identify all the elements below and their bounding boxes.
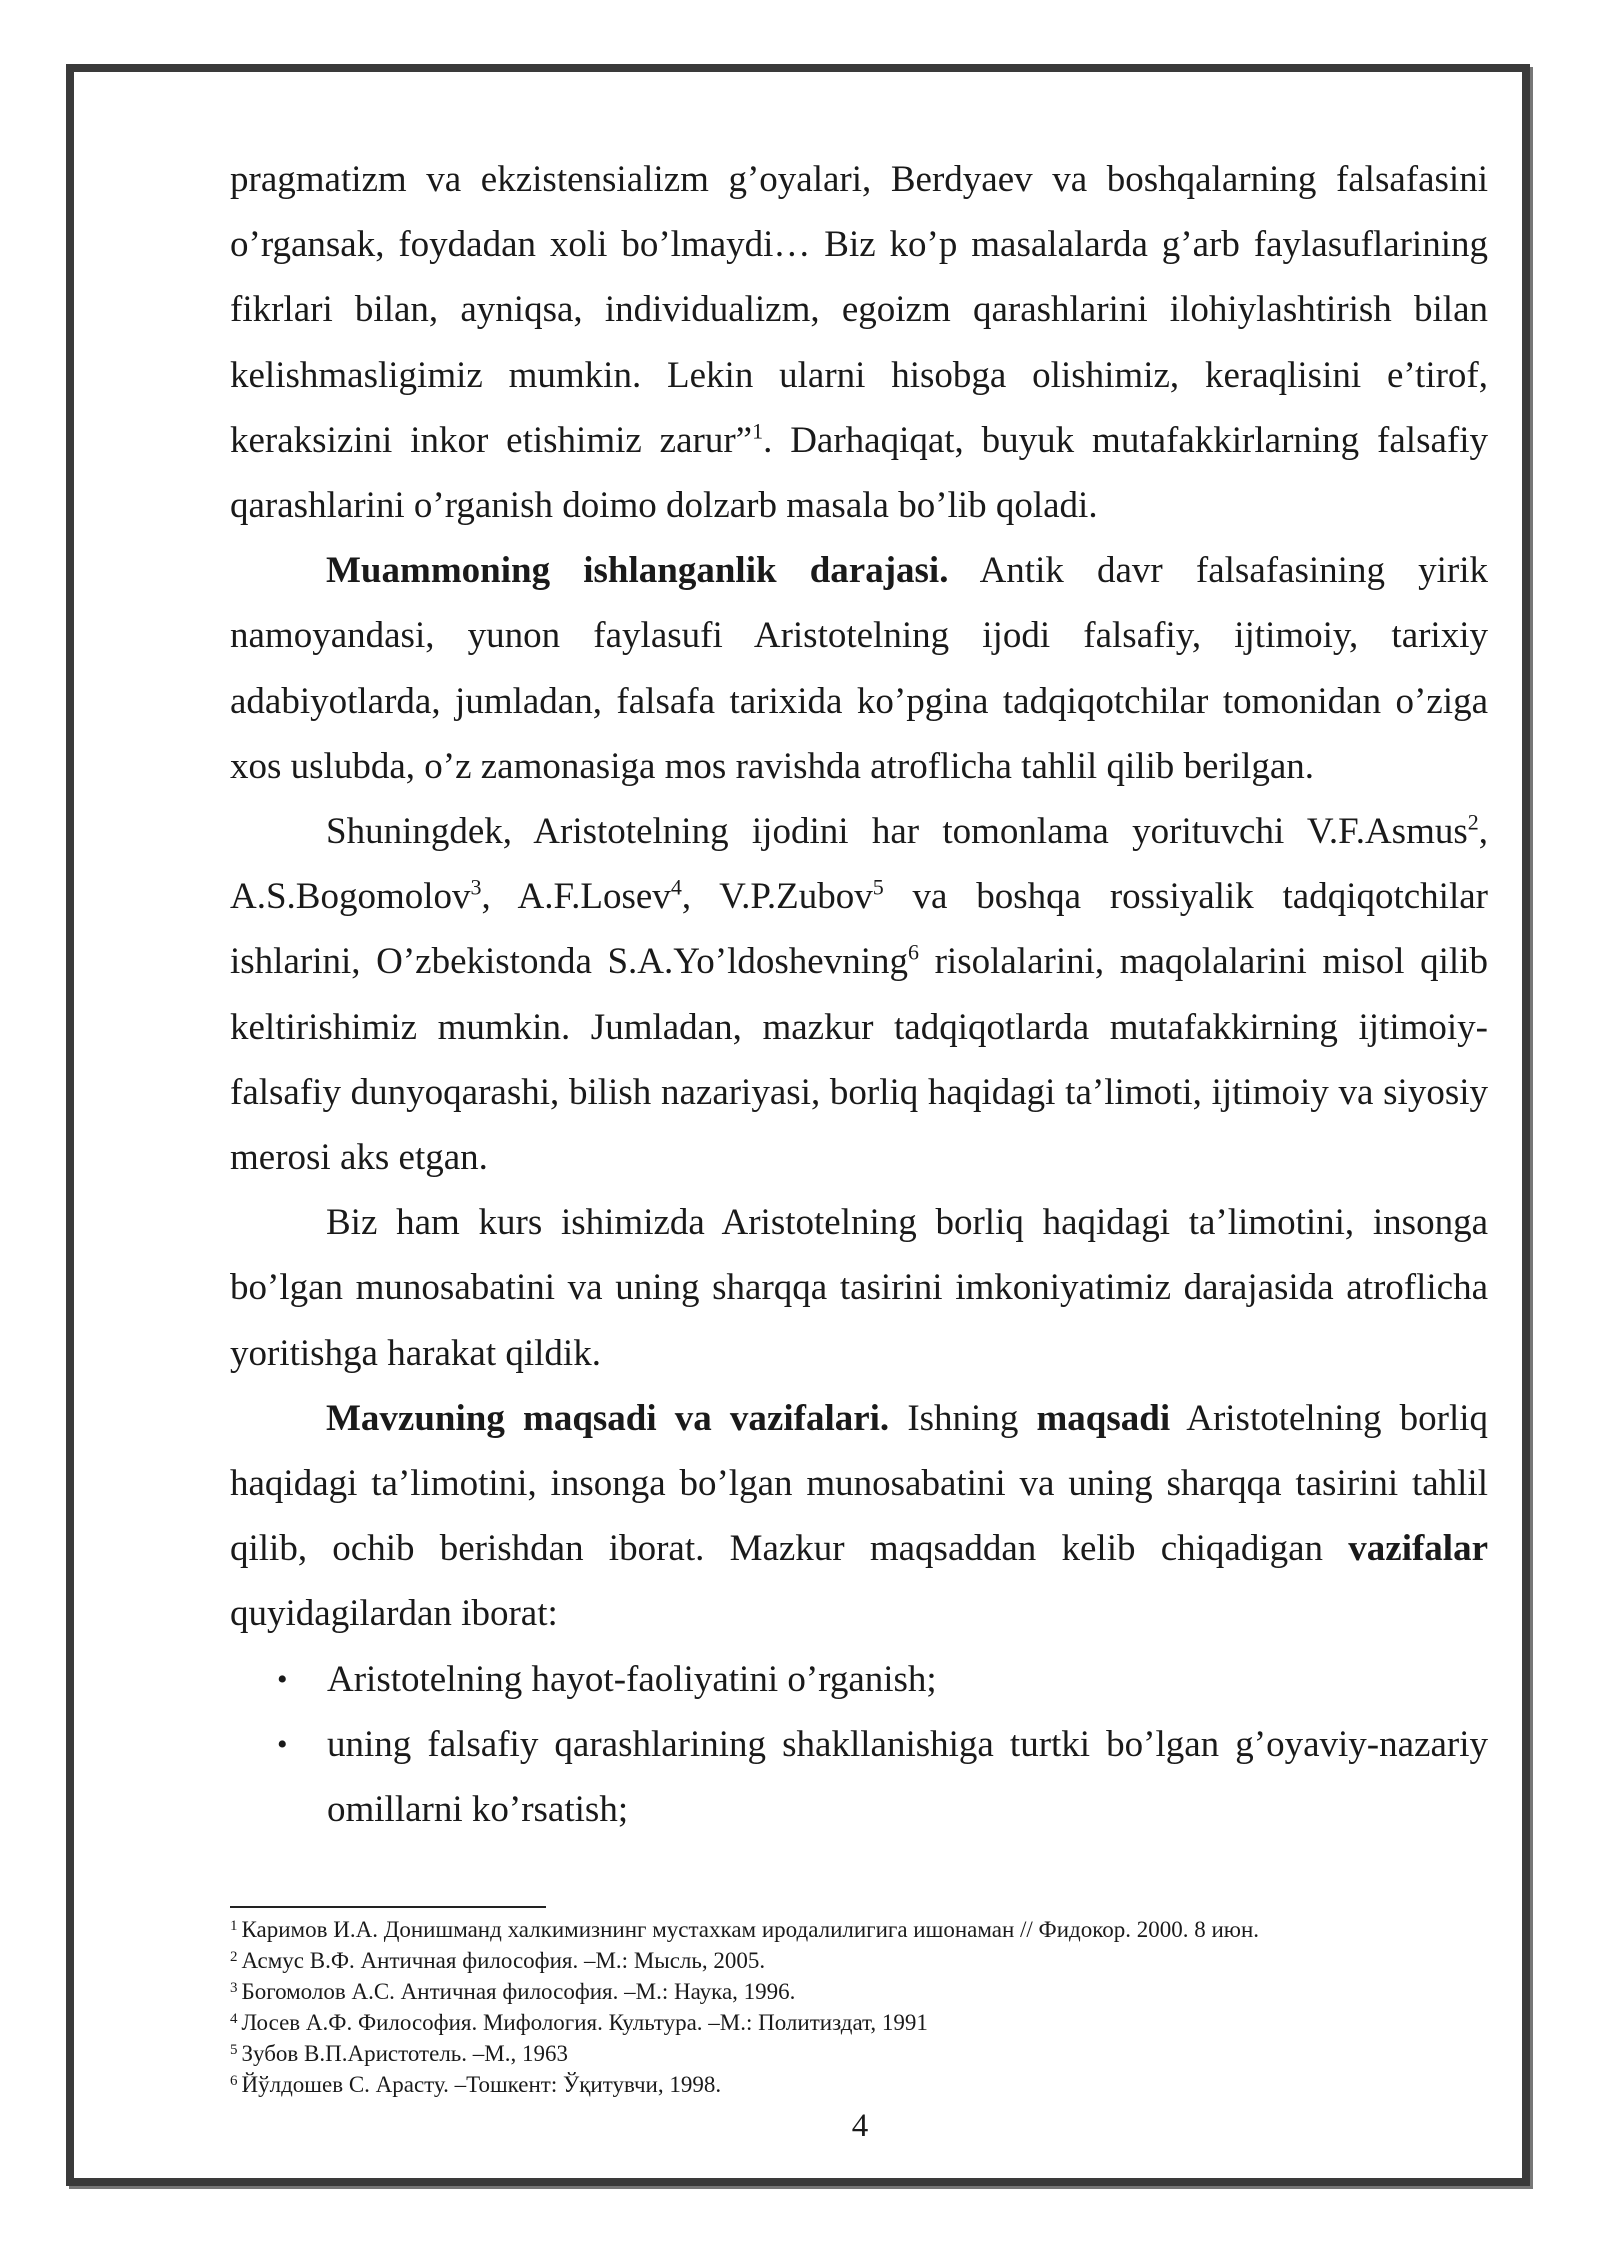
footnotes bbox=[230, 1914, 1488, 2100]
footnote-ref-2[interactable]: 2 bbox=[1467, 809, 1479, 835]
paragraph-course-work: Biz ham kurs ishimizda Aristotelning borliq haqidagi ta’limotini, insonga bo’lgan munosabatini va uning sharqqa tasirini imkoniyatimiz darajasida atroflicha yoritishga harakat qildik. bbox=[230, 1202, 1488, 1374]
bullet-icon: • bbox=[277, 1662, 288, 1696]
footnote-separator bbox=[230, 1906, 546, 1908]
page-number: 4 bbox=[851, 2108, 869, 2144]
footnote-6: $^6$ Йўлдошев С. Арасту. –Тошкент: Ўқитувчи, 1998. bbox=[230, 2072, 722, 2097]
list-item: • uning falsafiy qarashlarining shakllanishiga turtki bo’lgan g’oyaviy-nazariy omillarni ko’rsatish; bbox=[230, 1712, 1488, 1842]
paragraph-researchers: Shuningdek, Aristotelning ijodini har tomonlama yorituvchi V.F.Asmus$^2$, A.S.Bogomolov$^3$, A.F.Losev$^4$, V.P.Zubov$^5$ va boshqa rossiyalik tadqiqotchilar ishlarini, O’zbekistonda S.A.Yo’ldoshevning$^6$ risolalarini, maqolalarini misol qilib keltirishimiz mumkin. Jumladan, mazkur tadqiqotlarda mutafakkirning ijtimoiy-falsafiy dunyoqarashi, bilish nazariyasi, borliq haqidagi ta’limoti, ijtimoiy va siyosiy merosi aks etgan. bbox=[230, 809, 1488, 1179]
footnote-ref-1[interactable]: 1 bbox=[752, 418, 764, 444]
footnote-4: $^4$ Лосев А.Ф. Философия. Мифология. Культура. –М.: Политиздат, 1991 bbox=[230, 2010, 928, 2035]
paragraph-quote-continuation: pragmatizm va ekzistensializm g’oyalari, Berdyaev va boshqalarning falsafasini o’rgansak, foydadan xoli bo’lmaydi… Biz ko’p masalalarda g’arb faylasuflarining fikrlari bilan, ayniqsa, individualizm, egoizm qarashlarini ilohiylashtirish bilan kelishmasligimiz mumkin. Lekin ularni hisobga olishimiz, keraqlisini e’tirof, keraksizini inkor etishimiz zarur”$^1$. Darhaqiqat, buyuk mutafakkirlarning falsafiy qarashlarini o’rganish doimo dolzarb masala bo’lib qoladi. bbox=[230, 159, 1488, 527]
footnote-1: $^1$ Каримов И.А. Донишманд халкимизнинг мустахкам иродалилигига ишонаман // Фидокор. 2000. 8 июн. bbox=[230, 1917, 1260, 1942]
footnote-ref-3[interactable]: 3 bbox=[470, 874, 482, 900]
section-heading-goals: Mavzuning maqsadi va vazifalari. bbox=[326, 1397, 890, 1439]
footnote-3: $^3$ Богомолов А.С. Античная философия. –М.: Наука, 1996. bbox=[230, 1979, 796, 2004]
section-heading-research-degree: Muammoning ishlanganlik darajasi. bbox=[326, 550, 949, 592]
footnote-ref-4[interactable]: 4 bbox=[670, 874, 682, 900]
bullet-icon: • bbox=[277, 1727, 288, 1761]
list-item: • Aristotelning hayot-faoliyatini o’rganish; bbox=[230, 1647, 1488, 1712]
footnote-ref-5[interactable]: 5 bbox=[872, 874, 884, 900]
page-body bbox=[230, 147, 1488, 1842]
tasks-list bbox=[230, 1647, 1488, 1843]
paragraph-research-degree: Muammoning ishlanganlik darajasi. Antik davr falsafasining yirik namoyandasi, yunon faylasufi Aristotelning ijodi falsafiy, ijtimoiy, tarixiy adabiyotlarda, jumladan, falsafa tarixida ko’pgina tadqiqotchilar tomonidan o’ziga xos uslubda, o’z zamonasiga mos ravishda atroflicha tahlil qilib berilgan. bbox=[230, 550, 1488, 787]
footnote-ref-6[interactable]: 6 bbox=[908, 940, 919, 966]
footnote-2: $^2$ Асмус В.Ф. Античная философия. –М.: Мысль, 2005. bbox=[230, 1948, 766, 1973]
footnote-5: $^5$ Зубов В.П.Аристотель. –М., 1963 bbox=[230, 2041, 568, 2066]
paragraph-goals: Mavzuning maqsadi va vazifalari. Ishning maqsadi Aristotelning borliq haqidagi ta’limotini, insonga bo’lgan munosabatini va uning sharqqa tasirini tahlil qilib, ochib berishdan iborat. Mazkur maqsaddan kelib chiqadigan vazifalar quyidagilardan iborat: bbox=[230, 1397, 1488, 1635]
